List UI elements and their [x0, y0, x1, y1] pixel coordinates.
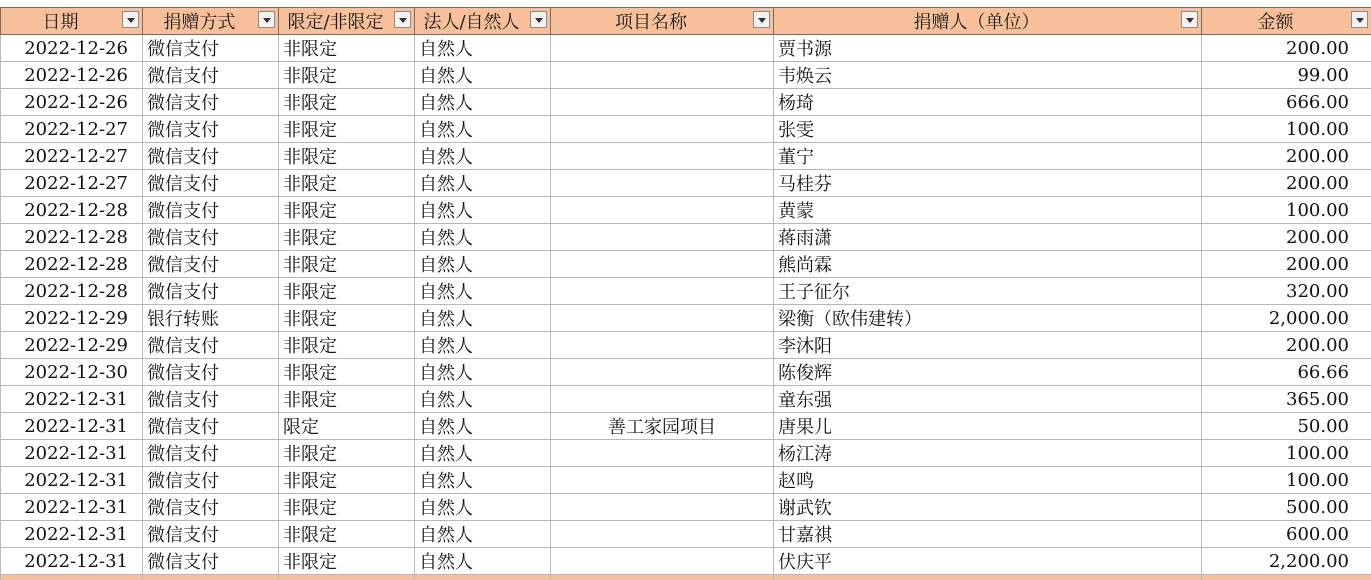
- cell-amount[interactable]: 200.00: [1202, 143, 1371, 170]
- table-row: [1, 62, 1371, 89]
- cell-restriction[interactable]: 非限定: [279, 62, 415, 89]
- total-cell[interactable]: [415, 575, 551, 580]
- filter-dropdown-icon[interactable]: [122, 11, 139, 28]
- cell-project[interactable]: [551, 116, 774, 143]
- cell-project[interactable]: [551, 386, 774, 413]
- cell-amount[interactable]: 99.00: [1202, 62, 1371, 89]
- cell-restriction[interactable]: 非限定: [279, 521, 415, 548]
- table-row: [1, 467, 1371, 494]
- cell-method[interactable]: 微信支付: [143, 224, 279, 251]
- table-row: [1, 521, 1371, 548]
- table-row: [1, 197, 1371, 224]
- cell-date[interactable]: 2022-12-27: [1, 143, 143, 170]
- cell-method[interactable]: 微信支付: [143, 440, 279, 467]
- cell-date[interactable]: 2022-12-31: [1, 386, 143, 413]
- header-entity: [415, 8, 551, 35]
- cell-restriction[interactable]: 限定: [279, 413, 415, 440]
- cell-amount[interactable]: 365.00: [1202, 386, 1371, 413]
- cell-amount[interactable]: 666.00: [1202, 89, 1371, 116]
- cell-method[interactable]: 微信支付: [143, 467, 279, 494]
- header-donor: [774, 8, 1202, 35]
- cell-amount[interactable]: 2,200.00: [1202, 548, 1371, 575]
- cell-project[interactable]: [551, 89, 774, 116]
- header-amount-label: 金额: [1257, 12, 1294, 33]
- cell-date[interactable]: 2022-12-28: [1, 251, 143, 278]
- cell-entity[interactable]: 自然人: [415, 197, 551, 224]
- cell-project[interactable]: [551, 359, 774, 386]
- table-row: [1, 35, 1371, 62]
- cell-project[interactable]: [551, 143, 774, 170]
- filter-dropdown-icon[interactable]: [1181, 11, 1198, 28]
- cell-entity[interactable]: 自然人: [415, 278, 551, 305]
- cell-date[interactable]: 2022-12-27: [1, 170, 143, 197]
- cell-project[interactable]: [551, 521, 774, 548]
- cell-donor[interactable]: 黄蒙: [774, 197, 1202, 224]
- cell-restriction[interactable]: 非限定: [279, 440, 415, 467]
- cell-method[interactable]: 微信支付: [143, 278, 279, 305]
- cell-date[interactable]: 2022-12-31: [1, 494, 143, 521]
- cell-restriction[interactable]: 非限定: [279, 116, 415, 143]
- filter-dropdown-icon[interactable]: [530, 11, 547, 28]
- cell-date[interactable]: 2022-12-31: [1, 467, 143, 494]
- cell-amount[interactable]: 200.00: [1202, 170, 1371, 197]
- cell-method[interactable]: 微信支付: [143, 251, 279, 278]
- cell-donor[interactable]: 杨江涛: [774, 440, 1202, 467]
- total-cell[interactable]: [551, 575, 774, 580]
- cell-entity[interactable]: 自然人: [415, 116, 551, 143]
- cell-restriction[interactable]: 非限定: [279, 224, 415, 251]
- table-row: [1, 386, 1371, 413]
- table-row: [1, 548, 1371, 575]
- cell-amount[interactable]: 100.00: [1202, 197, 1371, 224]
- cell-amount[interactable]: 200.00: [1202, 251, 1371, 278]
- cell-method[interactable]: 微信支付: [143, 332, 279, 359]
- cell-restriction[interactable]: 非限定: [279, 548, 415, 575]
- cell-date[interactable]: 2022-12-31: [1, 440, 143, 467]
- cell-date[interactable]: 2022-12-26: [1, 89, 143, 116]
- cell-project[interactable]: [551, 251, 774, 278]
- cell-entity[interactable]: 自然人: [415, 521, 551, 548]
- total-cell[interactable]: [1202, 575, 1371, 580]
- cell-restriction[interactable]: 非限定: [279, 143, 415, 170]
- header-row: [1, 8, 1371, 35]
- cell-project[interactable]: [551, 170, 774, 197]
- cell-donor[interactable]: 梁衡（欧伟建转）: [774, 305, 1202, 332]
- cell-date[interactable]: 2022-12-31: [1, 548, 143, 575]
- cell-entity[interactable]: 自然人: [415, 35, 551, 62]
- cell-entity[interactable]: 自然人: [415, 89, 551, 116]
- header-restriction-label: 限定/非限定: [287, 12, 384, 33]
- cell-restriction[interactable]: 非限定: [279, 35, 415, 62]
- table-row: [1, 251, 1371, 278]
- cell-restriction[interactable]: 非限定: [279, 251, 415, 278]
- cell-donor[interactable]: 甘嘉祺: [774, 521, 1202, 548]
- cell-method[interactable]: 微信支付: [143, 548, 279, 575]
- filter-dropdown-icon[interactable]: [258, 11, 275, 28]
- cell-date[interactable]: 2022-12-30: [1, 359, 143, 386]
- header-date: [1, 8, 143, 35]
- cell-date[interactable]: 2022-12-28: [1, 197, 143, 224]
- cell-restriction[interactable]: 非限定: [279, 467, 415, 494]
- cell-restriction[interactable]: 非限定: [279, 386, 415, 413]
- cell-method[interactable]: 微信支付: [143, 197, 279, 224]
- total-row: [1, 575, 1371, 580]
- total-cell[interactable]: [1, 575, 143, 580]
- table-row: [1, 332, 1371, 359]
- header-project-label: 项目名称: [615, 12, 687, 33]
- table-row: [1, 89, 1371, 116]
- cell-entity[interactable]: 自然人: [415, 170, 551, 197]
- cell-project[interactable]: [551, 305, 774, 332]
- total-cell[interactable]: [279, 575, 415, 580]
- cell-amount[interactable]: 200.00: [1202, 224, 1371, 251]
- table-row: [1, 440, 1371, 467]
- filter-dropdown-icon[interactable]: [394, 11, 411, 28]
- cell-project[interactable]: [551, 62, 774, 89]
- cell-project[interactable]: [551, 224, 774, 251]
- cell-method[interactable]: 微信支付: [143, 359, 279, 386]
- cell-date[interactable]: 2022-12-26: [1, 35, 143, 62]
- cell-entity[interactable]: 自然人: [415, 548, 551, 575]
- cell-entity[interactable]: 自然人: [415, 386, 551, 413]
- cell-donor[interactable]: 王子征尔: [774, 278, 1202, 305]
- filter-dropdown-icon[interactable]: [753, 11, 770, 28]
- cell-amount[interactable]: 66.66: [1202, 359, 1371, 386]
- cell-date[interactable]: 2022-12-26: [1, 62, 143, 89]
- cell-donor[interactable]: 杨琦: [774, 89, 1202, 116]
- cell-entity[interactable]: 自然人: [415, 413, 551, 440]
- cell-project[interactable]: [551, 35, 774, 62]
- total-cell[interactable]: [774, 575, 1202, 580]
- header-method: [143, 8, 279, 35]
- table-row: [1, 494, 1371, 521]
- cell-amount[interactable]: 200.00: [1202, 332, 1371, 359]
- cell-project[interactable]: [551, 278, 774, 305]
- cell-project[interactable]: [551, 197, 774, 224]
- cell-date[interactable]: 2022-12-31: [1, 413, 143, 440]
- cell-entity[interactable]: 自然人: [415, 305, 551, 332]
- cell-donor[interactable]: 韦焕云: [774, 62, 1202, 89]
- cell-amount[interactable]: 320.00: [1202, 278, 1371, 305]
- cell-project[interactable]: [551, 548, 774, 575]
- cell-method[interactable]: 微信支付: [143, 494, 279, 521]
- cell-donor[interactable]: 伏庆平: [774, 548, 1202, 575]
- header-project: [551, 8, 774, 35]
- cell-donor[interactable]: 马桂芬: [774, 170, 1202, 197]
- header-restriction: [279, 8, 415, 35]
- cell-method[interactable]: 银行转账: [143, 305, 279, 332]
- cell-donor[interactable]: 蒋雨潇: [774, 224, 1202, 251]
- cell-donor[interactable]: 张雯: [774, 116, 1202, 143]
- cell-entity[interactable]: 自然人: [415, 251, 551, 278]
- cell-project[interactable]: 善工家园项目: [551, 413, 774, 440]
- cell-date[interactable]: 2022-12-31: [1, 521, 143, 548]
- cell-restriction[interactable]: 非限定: [279, 89, 415, 116]
- cell-amount[interactable]: 200.00: [1202, 35, 1371, 62]
- donation-table: [0, 7, 1371, 580]
- cell-donor[interactable]: 童东强: [774, 386, 1202, 413]
- table-row: [1, 278, 1371, 305]
- cell-project[interactable]: [551, 467, 774, 494]
- cell-entity[interactable]: 自然人: [415, 359, 551, 386]
- cell-restriction[interactable]: 非限定: [279, 170, 415, 197]
- cell-donor[interactable]: 唐果儿: [774, 413, 1202, 440]
- table-row: [1, 224, 1371, 251]
- cell-method[interactable]: 微信支付: [143, 89, 279, 116]
- cell-amount[interactable]: 100.00: [1202, 467, 1371, 494]
- header-method-label: 捐赠方式: [163, 12, 236, 33]
- cell-amount[interactable]: 2,000.00: [1202, 305, 1371, 332]
- cell-restriction[interactable]: 非限定: [279, 305, 415, 332]
- cell-amount[interactable]: 50.00: [1202, 413, 1371, 440]
- cell-restriction[interactable]: 非限定: [279, 494, 415, 521]
- total-cell[interactable]: [143, 575, 279, 580]
- cell-donor[interactable]: 贾书源: [774, 35, 1202, 62]
- cell-project[interactable]: [551, 440, 774, 467]
- cell-date[interactable]: 2022-12-29: [1, 305, 143, 332]
- cell-method[interactable]: 微信支付: [143, 413, 279, 440]
- cell-entity[interactable]: 自然人: [415, 143, 551, 170]
- cell-method[interactable]: 微信支付: [143, 521, 279, 548]
- header-donor-label: 捐赠人（单位）: [913, 12, 1040, 33]
- cell-method[interactable]: 微信支付: [143, 170, 279, 197]
- cell-entity[interactable]: 自然人: [415, 332, 551, 359]
- cell-donor[interactable]: 赵鸣: [774, 467, 1202, 494]
- cell-method[interactable]: 微信支付: [143, 143, 279, 170]
- cell-donor[interactable]: 陈俊辉: [774, 359, 1202, 386]
- cell-project[interactable]: [551, 494, 774, 521]
- cell-amount[interactable]: 500.00: [1202, 494, 1371, 521]
- cell-date[interactable]: 2022-12-28: [1, 278, 143, 305]
- cell-restriction[interactable]: 非限定: [279, 197, 415, 224]
- cell-donor[interactable]: 谢武钦: [774, 494, 1202, 521]
- header-entity-label: 法人/自然人: [423, 12, 520, 33]
- cell-amount[interactable]: 100.00: [1202, 440, 1371, 467]
- cell-entity[interactable]: 自然人: [415, 62, 551, 89]
- cell-restriction[interactable]: 非限定: [279, 332, 415, 359]
- cell-project[interactable]: [551, 332, 774, 359]
- cell-donor[interactable]: 董宁: [774, 143, 1202, 170]
- header-date-label: 日期: [42, 12, 79, 33]
- cell-restriction[interactable]: 非限定: [279, 359, 415, 386]
- cell-entity[interactable]: 自然人: [415, 494, 551, 521]
- table-row: [1, 413, 1371, 440]
- cell-method[interactable]: 微信支付: [143, 62, 279, 89]
- cell-entity[interactable]: 自然人: [415, 467, 551, 494]
- cell-amount[interactable]: 600.00: [1202, 521, 1371, 548]
- table-row: [1, 170, 1371, 197]
- cell-method[interactable]: 微信支付: [143, 386, 279, 413]
- table-row: [1, 359, 1371, 386]
- cell-date[interactable]: 2022-12-27: [1, 116, 143, 143]
- cell-method[interactable]: 微信支付: [143, 116, 279, 143]
- cell-amount[interactable]: 100.00: [1202, 116, 1371, 143]
- table-row: [1, 116, 1371, 143]
- cell-donor[interactable]: 熊尚霖: [774, 251, 1202, 278]
- filter-dropdown-icon[interactable]: [1351, 11, 1368, 28]
- cell-method[interactable]: 微信支付: [143, 35, 279, 62]
- cell-donor[interactable]: 李沐阳: [774, 332, 1202, 359]
- cell-restriction[interactable]: 非限定: [279, 278, 415, 305]
- cell-entity[interactable]: 自然人: [415, 440, 551, 467]
- table-row: [1, 305, 1371, 332]
- cell-date[interactable]: 2022-12-29: [1, 332, 143, 359]
- table-row: [1, 143, 1371, 170]
- cell-entity[interactable]: 自然人: [415, 224, 551, 251]
- header-amount: [1202, 8, 1371, 35]
- cell-date[interactable]: 2022-12-28: [1, 224, 143, 251]
